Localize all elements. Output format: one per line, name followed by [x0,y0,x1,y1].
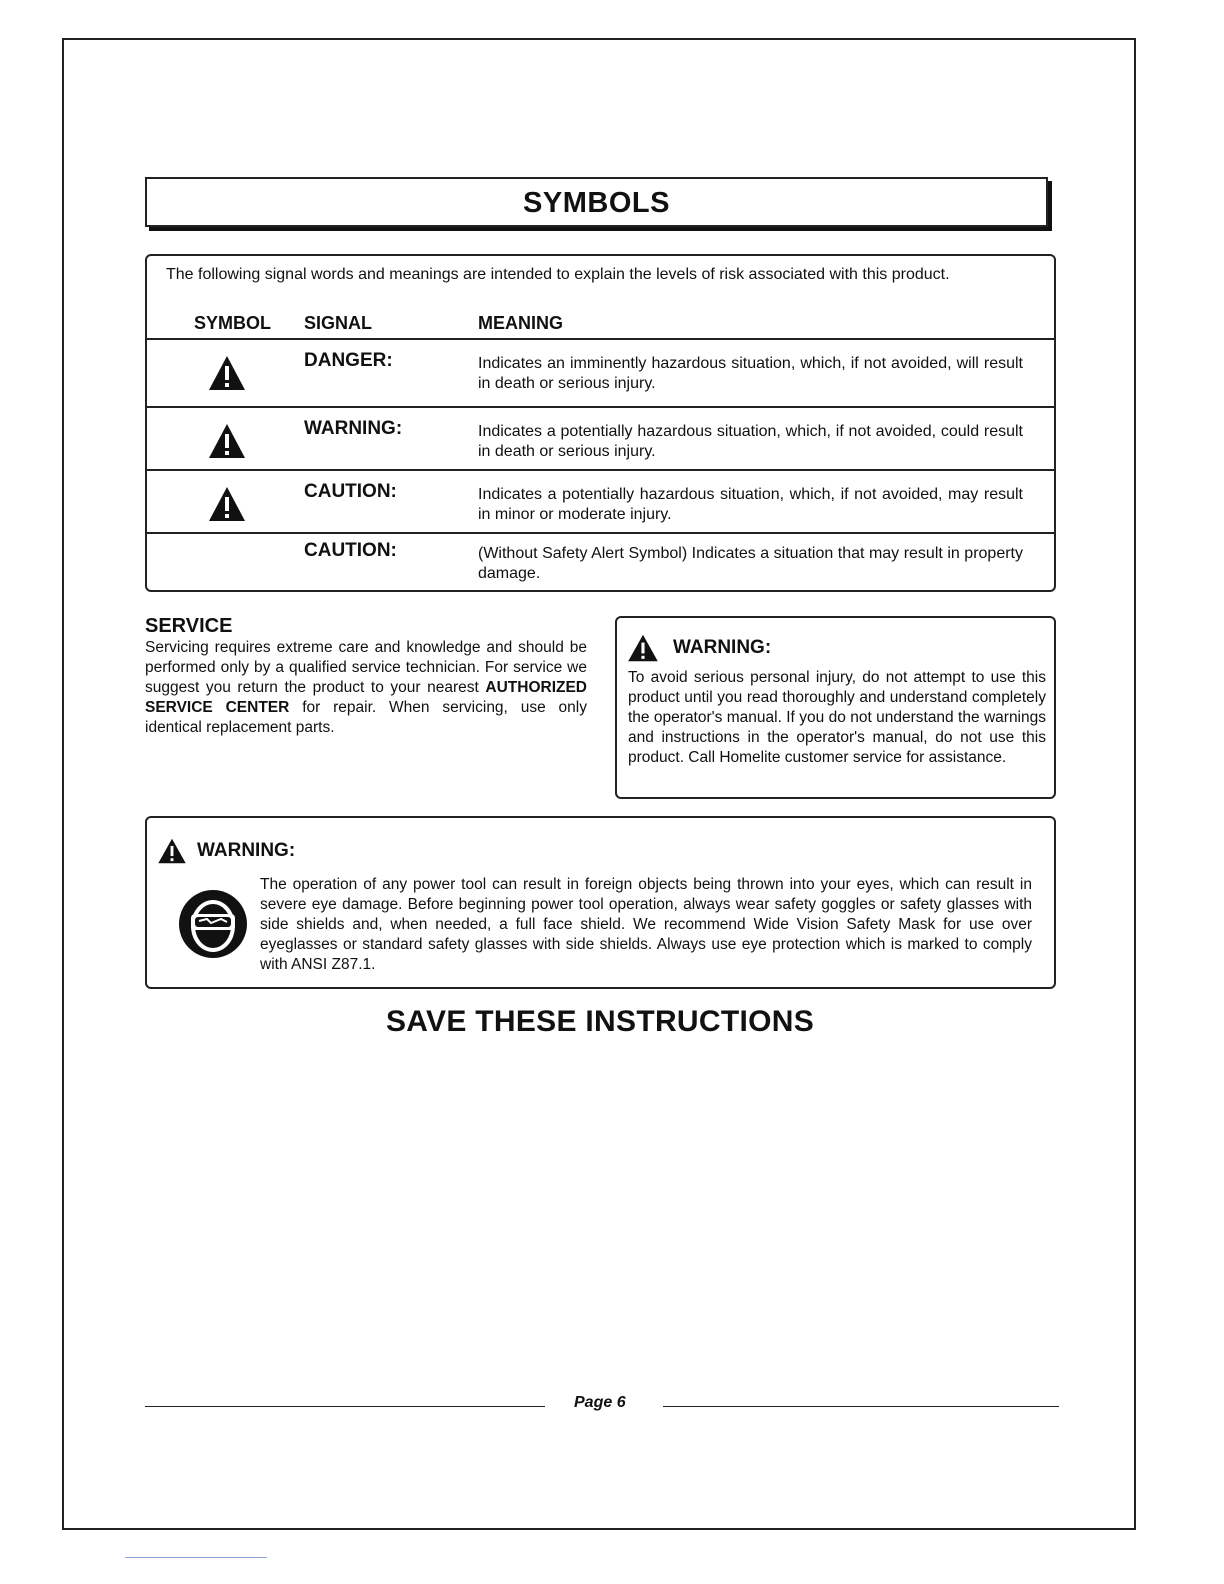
save-instructions-heading: SAVE THESE INSTRUCTIONS [385,1005,815,1038]
signal-meaning: (Without Safety Alert Symbol) Indicates a situation that may result in property damage. [478,545,1023,582]
eye-protection-warning-box [145,816,1056,989]
footer-rule-left [145,1406,545,1407]
signal-meaning: Indicates a potentially hazardous situation, which, if not avoided, could result in death or serious injury. [478,423,1023,460]
page-number: Page 6 [574,1394,626,1411]
service-section [145,614,587,738]
service-heading: SERVICE [145,615,233,637]
signal-word: CAUTION: [304,540,397,561]
service-text: Servicing requires extreme care and knowledge and should be performed only by a qualified service technician. For service we suggest you return the product to your nearest AUTHORIZED SERVICE CENTER for repair. When servicing, use only identical replacement parts. [145,639,587,736]
signal-meaning: Indicates an imminently hazardous situation, which, if not avoided, will result in death or serious injury. [478,355,1023,392]
signal-word: DANGER: [304,350,393,371]
table-row [147,469,1054,532]
table-row [147,338,1054,406]
header-symbol: SYMBOL [194,313,272,333]
footer-rule-right [663,1406,1059,1407]
header-meaning: MEANING [478,313,563,333]
service-center-emphasis: AUTHORIZED SERVICE CENTER [145,679,587,716]
symbols-table [145,254,1056,592]
eye-warning-title: WARNING: [197,840,296,861]
manual-warning-box [615,616,1056,799]
manual-warning-text: To avoid serious personal injury, do not attempt to use this product until you read thoroughly and understand completely the operator's manual. If you do not understand the warnings and instructions in the operator's manual, do not use this product. Call Homelite customer service for assistance. [628,669,1046,766]
header-signal: SIGNAL [304,313,373,333]
signal-word: CAUTION: [304,481,397,502]
safety-mask-icon [177,888,249,960]
symbols-intro: The following signal words and meanings are intended to explain the levels of risk associated with this product. [166,266,950,283]
signal-word: WARNING: [304,418,403,439]
page-title: SYMBOLS [523,187,670,219]
manual-warning-title: WARNING: [673,637,772,658]
safety-alert-triangle-icon [207,422,247,460]
safety-alert-triangle-icon [207,485,247,523]
scan-artifact-line [125,1557,267,1558]
table-row [147,532,1054,590]
safety-alert-triangle-icon [207,354,247,392]
section-title-bar [145,177,1048,227]
table-row [147,406,1054,469]
safety-alert-triangle-icon [157,838,187,864]
safety-alert-triangle-icon [627,634,659,662]
signal-meaning: Indicates a potentially hazardous situation, which, if not avoided, may result in minor or moderate injury. [478,486,1023,523]
eye-warning-text: The operation of any power tool can result in foreign objects being thrown into your eyes, which can result in severe eye damage. Before beginning power tool operation, always wear safety goggles or safety glasses with side shields and, when needed, a full face shield. We recommend Wide Vision Safety Mask for use over eyeglasses or standard safety glasses with side shields. Always use eye protection which is marked to comply with ANSI Z87.1. [260,876,1032,973]
